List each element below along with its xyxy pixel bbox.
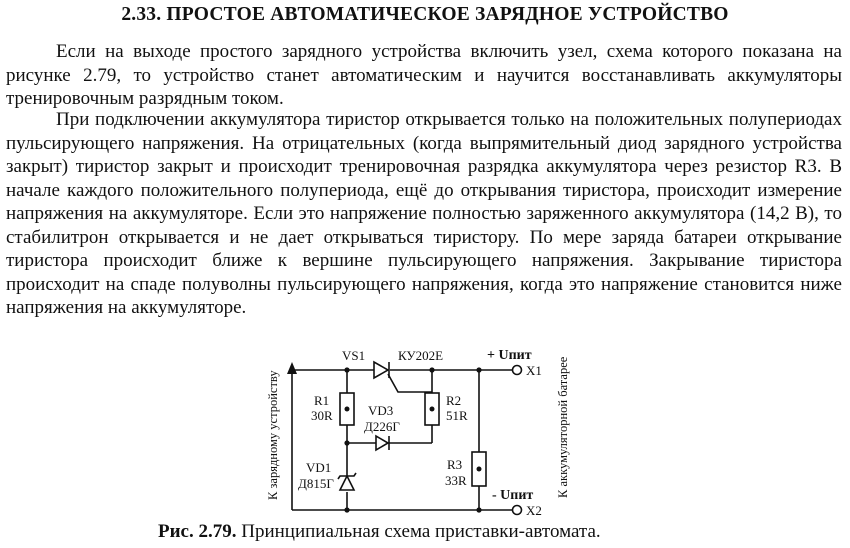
thyristor-gate-wire: [388, 374, 432, 392]
figure-number: Рис. 2.79.: [158, 521, 237, 542]
label-r3-name: R3: [447, 457, 463, 472]
terminal-x1: [513, 366, 522, 375]
junction-dot: [476, 507, 481, 512]
junction-dot: [476, 367, 481, 372]
label-x1: X1: [526, 363, 542, 378]
label-thyristor-type: КУ202Е: [398, 348, 444, 363]
section-title: 2.33. ПРОСТОЕ АВТОМАТИЧЕСКОЕ ЗАРЯДНОЕ УСТРОЙСТВО: [121, 4, 729, 25]
label-vd3-type: Д226Г: [364, 419, 400, 434]
paragraph-2: При подключении аккумулятора тиристор открывается только на положительных полупериодах пульсирующего напряжения. На отрицательных (когда выпрямительный диод зарядного устройства закрыт) тиристор закрыт и происходит тренировочная разрядка аккумулятора через резистор R3. В начале каждого положительного полупериода, ещё до открывания тиристора, происходит измерение напряжения на аккумуляторе. Если это напряжение полностью заряженного аккумулятора (14,2 В), то стабилитрон открывается и не дает открываться тиристору. По мере заряда батареи открывание тиристора происходит ближе к вершине пульсирующего напряжения. Закрывание тиристора происходит на спаде полуволны пульсирующего напряжения, когда это напряжение становится ниже напряжения на аккумуляторе.: [6, 109, 842, 318]
label-vd3-name: VD3: [368, 403, 394, 418]
label-r3-value: 33R: [445, 473, 467, 488]
label-r2-name: R2: [446, 393, 462, 408]
label-to-charger: К зарядному устройству: [266, 370, 280, 500]
diode-vd3-symbol: [376, 436, 388, 450]
junction-dot: [344, 440, 349, 445]
label-r1-value: 30R: [311, 408, 333, 423]
label-x2: X2: [526, 503, 542, 518]
label-plus: + Uпит: [487, 348, 532, 363]
label-minus: - Uпит: [492, 488, 534, 503]
label-r1-name: R1: [314, 393, 330, 408]
junction-dot: [344, 507, 349, 512]
label-vd1-type: Д815Г: [298, 476, 334, 491]
junction-dot: [429, 367, 434, 372]
figure-caption: [158, 521, 601, 543]
zener-vd1-symbol: [340, 476, 354, 490]
paragraph-1: Если на выходе простого зарядного устройства включить узел, схема которого показана на рисунке 2.79, то устройство станет автоматическим и научится восстанавливать аккумуляторы тренировочным разрядным током.: [6, 41, 842, 109]
left-bus-arrow: [287, 362, 297, 374]
figure-caption-text: Принципиальная схема приставки-автомата.: [236, 521, 601, 542]
thyristor-vs1-symbol: [374, 362, 388, 378]
label-vd1-name: VD1: [306, 460, 332, 475]
label-to-battery: К аккумуляторной батарее: [556, 356, 570, 498]
label-vs1: VS1: [342, 348, 366, 363]
circuit-schematic: [0, 340, 850, 518]
circuit-figure: [0, 340, 850, 518]
label-r2-value: 51R: [446, 408, 468, 423]
junction-dot: [344, 367, 349, 372]
terminal-x2: [513, 506, 522, 515]
